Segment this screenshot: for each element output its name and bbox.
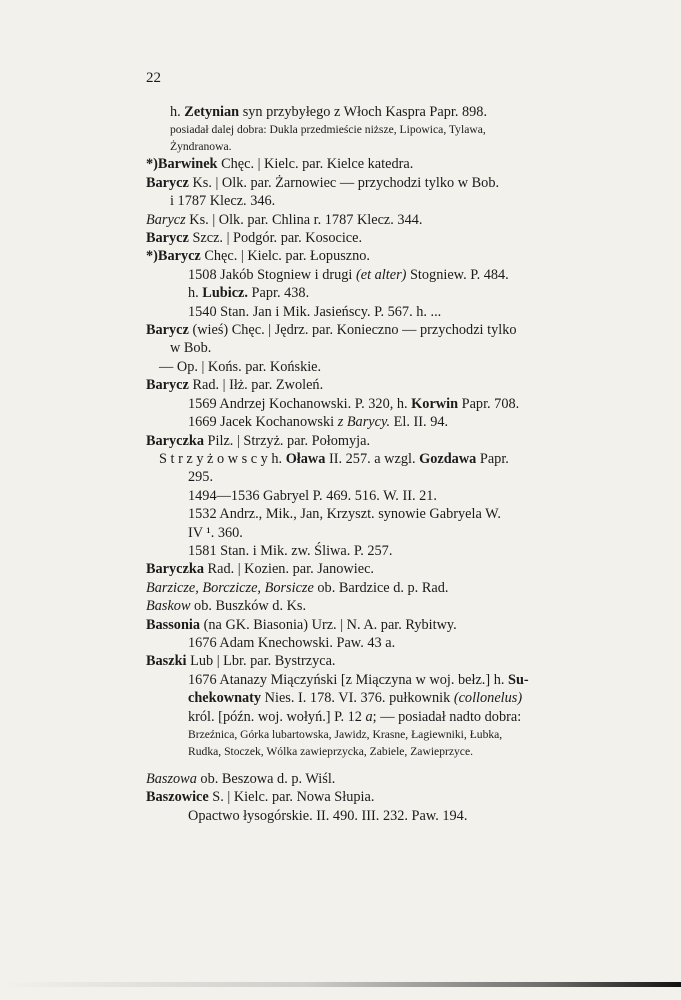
text-segment: Nies. I. 178. VI. 376. pułkownik (261, 690, 454, 707)
text-segment: Su- (508, 671, 529, 688)
text-segment: (collonelus) (453, 690, 523, 707)
text-segment: Papr. (476, 450, 509, 467)
text-segment: posiadał dalej dobra: Dukla przedmieście niższe, Lipowica, Tylawa, (170, 123, 486, 137)
text-line (146, 376, 606, 394)
text-segment: Barycz (146, 377, 189, 394)
text-line (146, 743, 606, 760)
text-segment: syn przybyłego z Włoch Kaspra Papr. 898. (239, 104, 488, 120)
text-line (146, 432, 606, 450)
text-segment: Barycz (146, 211, 186, 228)
text-line (146, 689, 606, 707)
text-segment: Lub | Lbr. par. Bystrzyca. (186, 653, 336, 670)
text-segment: chekownaty (188, 690, 262, 707)
text-segment: 1532 Andrz., Mik., Jan, Krzyszt. synowie Gabryela W. (188, 506, 501, 523)
text-segment: — Op. | Końs. par. Końskie. (159, 358, 322, 375)
text-segment: Baryczka (146, 561, 204, 578)
page-number: 22 (146, 70, 161, 86)
text-segment: król. [późn. woj. wołyń.] P. 12 (188, 708, 366, 725)
text-segment: h. (267, 450, 286, 467)
text-segment: i 1787 Klecz. 346. (170, 193, 276, 210)
text-line (146, 560, 606, 578)
text-segment: Baszowa (146, 771, 197, 787)
text-line (146, 770, 606, 788)
text-line (146, 542, 606, 560)
line-gap (146, 760, 606, 770)
text-line (146, 524, 606, 542)
text-segment: h. (170, 104, 185, 120)
text-segment: ; — posiadał nadto dobra: (372, 708, 522, 725)
text-segment: 1494—1536 Gabryel P. 469. 516. W. II. 21. (188, 487, 437, 504)
text-segment: Barycz (146, 230, 189, 247)
text-line (146, 505, 606, 523)
text-line (146, 487, 606, 505)
text-line (146, 807, 606, 825)
text-segment: IV ¹. 360. (188, 524, 243, 541)
text-segment: Opactwo łysogórskie. II. 490. III. 232. Paw. 194. (188, 807, 468, 824)
text-line (146, 155, 606, 173)
text-segment: Żyndranowa. (170, 140, 232, 154)
text-segment: Rudka, Stoczek, Wólka zawieprzycka, Zabiele, Zawieprzyce. (188, 745, 473, 758)
text-segment: Barycz (146, 174, 189, 191)
text-line (146, 339, 606, 357)
text-segment: Zetynian (184, 104, 240, 120)
text-segment: El. II. 94. (390, 414, 449, 431)
text-segment: Brzeźnica, Górka lubartowska, Jawidz, Krasne, Łagiewniki, Łubka, (188, 728, 503, 741)
text-line (146, 121, 606, 138)
text-segment: Bassonia (146, 616, 201, 633)
text-segment: Chęc. | Kielc. par. Łopuszno. (200, 248, 370, 265)
text-segment: Chęc. | Kielc. par. Kielce katedra. (217, 156, 414, 173)
text-segment: Barycz (146, 322, 189, 339)
gazetteer-entries (146, 103, 606, 825)
text-line (146, 358, 606, 376)
text-line (146, 652, 606, 670)
text-segment: Baszowice (146, 789, 209, 806)
text-line (146, 284, 606, 302)
text-segment: Stogniew. P. 484. (406, 266, 509, 283)
text-segment: Papr. 438. (247, 285, 310, 302)
text-segment: Rad. | Iłż. par. Zwoleń. (188, 377, 324, 394)
text-segment: Pilz. | Strzyż. par. Połomyja. (203, 432, 371, 449)
text-line (146, 303, 606, 321)
text-line (146, 468, 606, 486)
text-line (146, 788, 606, 806)
text-segment: 1540 Stan. Jan i Mik. Jasieńscy. P. 567. h. ... (188, 303, 442, 320)
text-segment: h. (188, 285, 203, 302)
text-segment: Szcz. | Podgór. par. Kosocice. (188, 230, 363, 247)
text-segment: S. | Kielc. par. Nowa Słupia. (208, 789, 375, 806)
text-line (146, 708, 606, 726)
text-segment: Baskow (146, 598, 191, 615)
text-line (146, 138, 606, 155)
text-segment: Korwin (411, 395, 459, 412)
text-line (146, 174, 606, 192)
text-segment: z Barycy. (337, 414, 391, 431)
text-line (146, 634, 606, 652)
text-segment: 1569 Andrzej Kochanowski. P. 320, h. (188, 395, 412, 412)
text-line (146, 450, 606, 468)
text-segment: *)Barwinek (146, 156, 218, 173)
text-segment: Baszki (146, 653, 187, 670)
text-segment: Ks. | Olk. par. Chlina r. 1787 Klecz. 344. (185, 211, 423, 228)
text-segment: ob. Bardzice d. p. Rad. (313, 579, 449, 596)
text-segment: (na GK. Biasonia) Urz. | N. A. par. Rybitwy. (200, 616, 457, 633)
text-segment: Baryczka (146, 432, 204, 449)
text-line (146, 597, 606, 615)
text-segment: S t r z y ż o w s c y (159, 450, 268, 467)
text-line (146, 247, 606, 265)
text-segment: 295. (188, 469, 214, 486)
text-line (146, 321, 606, 339)
text-line (146, 413, 606, 431)
text-line (146, 579, 606, 597)
text-line (146, 211, 606, 229)
text-segment: 1669 Jacek Kochanowski (188, 414, 338, 431)
text-line (146, 192, 606, 210)
text-segment: ob. Beszowa d. p. Wiśl. (196, 771, 336, 787)
text-segment: (et alter) (355, 266, 407, 283)
text-segment: (wieś) Chęc. | Jędrz. par. Konieczno — przychodzi tylko (188, 322, 517, 339)
text-segment: II. 257. a wzgl. (325, 450, 420, 467)
text-segment: ob. Buszków d. Ks. (190, 598, 307, 615)
text-segment: 1508 Jakób Stogniew i drugi (188, 266, 356, 283)
text-segment: Papr. 708. (458, 395, 520, 412)
text-segment: Ks. | Olk. par. Żarnowiec — przychodzi tylko w Bob. (188, 174, 500, 191)
text-line (146, 395, 606, 413)
text-segment: Oława (285, 450, 326, 467)
text-segment: Lubicz. (202, 285, 248, 302)
text-segment: Gozdawa (419, 450, 477, 467)
text-line (146, 229, 606, 247)
text-segment: 1581 Stan. i Mik. zw. Śliwa. P. 257. (188, 542, 393, 559)
text-segment: w Bob. (170, 340, 212, 357)
text-line (146, 616, 606, 634)
text-line (146, 726, 606, 743)
text-segment: 1676 Atanazy Miączyński [z Miączyna w woj. bełz.] h. (188, 671, 508, 688)
text-line (146, 671, 606, 689)
page-edge-shadow (0, 982, 681, 987)
text-line (146, 103, 606, 121)
text-segment: Rad. | Kozien. par. Janowiec. (203, 561, 374, 578)
text-segment: *)Barycz (146, 248, 201, 265)
text-segment: a (365, 708, 373, 725)
text-segment: 1676 Adam Knechowski. Paw. 43 a. (188, 634, 396, 651)
text-line (146, 266, 606, 284)
text-segment: Barzicze, Borczicze, Borsicze (146, 579, 314, 596)
